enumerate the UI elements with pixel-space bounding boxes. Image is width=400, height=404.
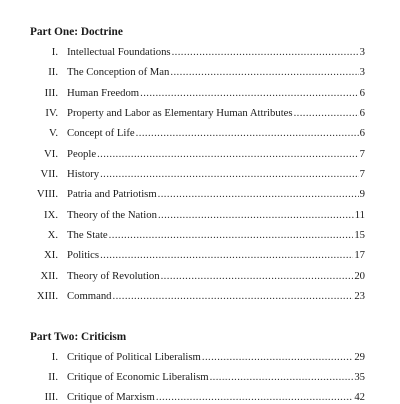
page-number: 29: [354, 351, 365, 363]
page-number: 42: [354, 391, 365, 403]
toc-entry[interactable]: [0, 126, 400, 140]
toc-entry[interactable]: [0, 289, 400, 303]
page-number: 20: [354, 270, 365, 282]
page-number: 7: [359, 148, 365, 160]
chapter-number: III.: [44, 391, 58, 403]
chapter-number: I.: [51, 351, 58, 363]
chapter-number: V.: [48, 127, 58, 139]
chapter-title: Concept of Life: [67, 127, 135, 139]
chapter-title: Critique of Political Liberalism: [67, 351, 201, 363]
chapter-title: The Conception of Man: [67, 66, 170, 78]
page-number: 3: [359, 66, 365, 78]
toc-entry[interactable]: [0, 45, 400, 59]
page-number: 9: [359, 188, 365, 200]
part-one-heading: Part One: Doctrine: [30, 26, 123, 38]
dot-leader: [109, 228, 354, 242]
chapter-title: History: [67, 168, 100, 180]
chapter-number: III.: [44, 87, 58, 99]
dot-leader: [161, 269, 354, 283]
toc-entry[interactable]: [0, 106, 400, 120]
dot-leader: [158, 187, 359, 201]
chapter-number: VIII.: [36, 188, 58, 200]
chapter-number: XI.: [44, 249, 58, 261]
toc-entry[interactable]: [0, 248, 400, 262]
chapter-title: Theory of Revolution: [67, 270, 160, 282]
toc-entry[interactable]: [0, 208, 400, 222]
chapter-number: IV.: [45, 107, 58, 119]
toc-entry[interactable]: [0, 390, 400, 404]
toc-entry[interactable]: [0, 65, 400, 79]
chapter-title: Human Freedom: [67, 87, 140, 99]
toc-entry[interactable]: [0, 269, 400, 283]
page-number: 6: [359, 107, 365, 119]
toc-entry[interactable]: [0, 350, 400, 364]
part-two-heading: Part Two: Criticism: [30, 331, 127, 343]
chapter-title: The State: [67, 229, 108, 241]
dot-leader: [113, 289, 354, 303]
chapter-title: Intellectual Foundations: [67, 46, 171, 58]
dot-leader: [97, 147, 359, 161]
dot-leader: [156, 390, 353, 404]
chapter-title: Critique of Economic Liberalism: [67, 371, 209, 383]
page-number: 3: [359, 46, 365, 58]
chapter-number: VII.: [40, 168, 58, 180]
dot-leader: [294, 106, 359, 120]
dot-leader: [202, 350, 353, 364]
dot-leader: [140, 86, 359, 100]
chapter-title: Critique of Marxism: [67, 391, 155, 403]
chapter-number: VI.: [44, 148, 58, 160]
chapter-number: II.: [48, 371, 58, 383]
dot-leader: [210, 370, 354, 384]
chapter-title: People: [67, 148, 97, 160]
chapter-number: II.: [48, 66, 58, 78]
chapter-number: XII.: [40, 270, 58, 282]
page-number: 11: [354, 209, 365, 221]
dot-leader: [158, 208, 354, 222]
page-number: 6: [359, 127, 365, 139]
toc-entry[interactable]: [0, 147, 400, 161]
page-number: 35: [354, 371, 365, 383]
chapter-title: Politics: [67, 249, 100, 261]
dot-leader: [136, 126, 359, 140]
page-number: 23: [354, 290, 365, 302]
page-number: 17: [354, 249, 365, 261]
dot-leader: [170, 65, 358, 79]
dot-leader: [100, 248, 353, 262]
chapter-title: Command: [67, 290, 112, 302]
chapter-number: XIII.: [36, 290, 58, 302]
dot-leader: [172, 45, 359, 59]
toc-entry[interactable]: [0, 167, 400, 181]
page-number: 15: [354, 229, 365, 241]
chapter-number: IX.: [44, 209, 58, 221]
toc-entry[interactable]: [0, 86, 400, 100]
page-number: 7: [359, 168, 365, 180]
chapter-title: Theory of the Nation: [67, 209, 157, 221]
toc-entry[interactable]: [0, 370, 400, 384]
dot-leader: [100, 167, 359, 181]
chapter-number: X.: [47, 229, 58, 241]
chapter-number: I.: [51, 46, 58, 58]
chapter-title: Property and Labor as Elementary Human Attributes: [67, 107, 293, 119]
toc-entry[interactable]: [0, 228, 400, 242]
toc-entry[interactable]: [0, 187, 400, 201]
chapter-title: Patria and Patriotism: [67, 188, 157, 200]
page-number: 6: [359, 87, 365, 99]
